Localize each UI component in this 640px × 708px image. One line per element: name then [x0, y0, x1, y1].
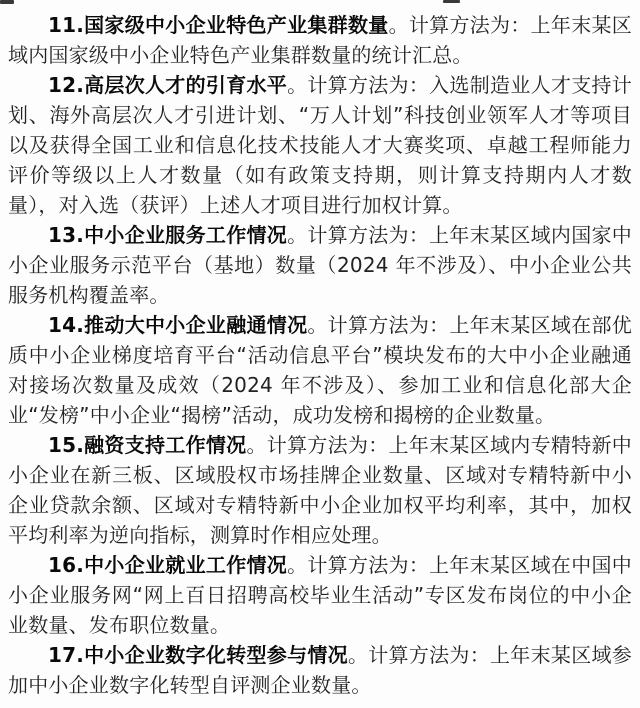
item-title: 国家级中小企业特色产业集群数量 [84, 13, 389, 37]
item-body: 。计算方法为：上年末某区域内国家中小企业服务示范平台（基地）数量（2024 年不涉及）、中小企业公共服务机构覆盖率。 [8, 223, 632, 307]
document-body [8, 10, 632, 700]
item-body: 。计算方法为：上年末某区域内国家级中小企业特色产业集群数量的统计汇总。 [8, 13, 633, 67]
item-title: 融资支持工作情况 [84, 433, 247, 457]
item-body: 。计算方法为：上年末某区域参加中小企业数字化转型自评测企业数量。 [8, 643, 632, 697]
document-paragraph [8, 550, 632, 640]
item-body: 。计算方法为：入选制造业人才支持计划、海外高层次人才引进计划、“万人计划”科技创业领军人才等项目以及获得全国工业和信息化技术技能人才大赛奖项、卓越工程师能力评价等级以上人才数量（如有政策支持期，则计算支持期内人才数量），对入选（获评）上述人才项目进行加权计算。 [8, 73, 632, 217]
document-paragraph [8, 310, 632, 430]
item-number: 15. [48, 433, 85, 457]
item-title: 中小企业服务工作情况 [84, 223, 288, 247]
document-paragraph [8, 10, 632, 70]
item-title: 高层次人才的引育水平 [84, 73, 288, 97]
document-paragraph [8, 70, 632, 220]
item-body: 。计算方法为：上年末某区域内专精特新中小企业在新三板、区域股权市场挂牌企业数量、区域对专精特新中小企业贷款余额、区域对专精特新中小企业加权平均利率，其中，加权平均利率为逆向指标，测算时作相应处理。 [8, 433, 632, 547]
document-paragraph [8, 640, 632, 700]
item-body: 。计算方法为：上年末某区域在部优质中小企业梯度培育平台“活动信息平台”模块发布的大中小企业融通对接场次数量及成效（2024 年不涉及）、参加工业和信息化部大企业“发榜”中小企业“揭榜”活动，成功发榜和揭榜的企业数量。 [8, 313, 632, 427]
item-number: 17. [48, 643, 85, 667]
scan-artifact-top-right [443, 0, 460, 3]
document-paragraph [8, 220, 632, 310]
item-number: 12. [48, 73, 85, 97]
item-number: 14. [48, 313, 85, 337]
item-title: 推动大中小企业融通情况 [84, 313, 308, 337]
item-number: 11. [48, 13, 85, 37]
item-title: 中小企业数字化转型参与情况 [84, 643, 348, 667]
item-title: 中小企业就业工作情况 [84, 553, 288, 577]
document-paragraph [8, 430, 632, 550]
scan-artifact-top-left [0, 0, 14, 4]
item-number: 13. [48, 223, 85, 247]
item-number: 16. [48, 553, 85, 577]
item-body: 。计算方法为：上年末某区域在中国中小企业服务网“网上百日招聘高校毕业生活动”专区发布岗位的中小企业数量、发布职位数量。 [8, 553, 632, 637]
